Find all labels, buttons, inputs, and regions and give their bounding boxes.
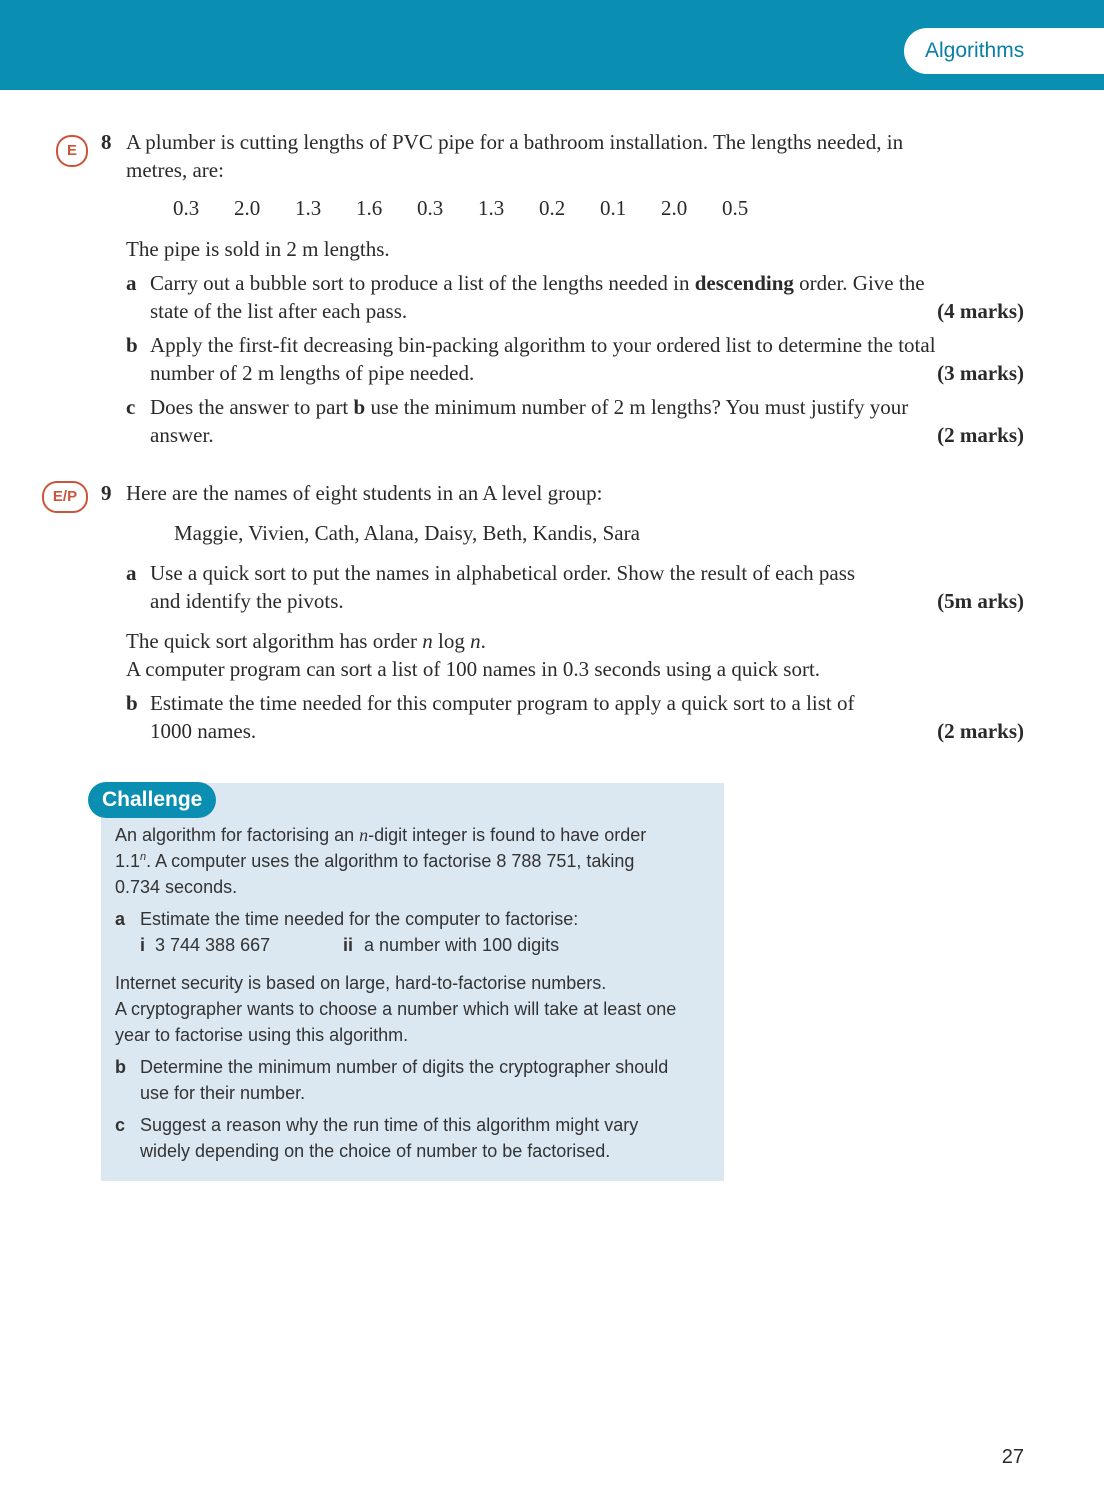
challenge-part-a-i-label: i — [140, 935, 146, 955]
pipe-length: 2.0 — [661, 196, 688, 220]
q8-part-c-line1 — [150, 395, 908, 420]
pipe-length: 0.3 — [173, 196, 200, 220]
challenge-part-b-line2: use for their number. — [140, 1083, 306, 1103]
order-end: . — [480, 629, 486, 653]
challenge-intro-line2 — [115, 851, 634, 872]
challenge-part-a-ii-text: a number with 100 digits — [364, 935, 560, 955]
question-9-number: 9 — [101, 481, 112, 505]
q9-part-a-marks: (5m arks) — [937, 589, 1024, 613]
q8-part-a-marks: (4 marks) — [937, 299, 1024, 323]
challenge-intro-line3: 0.734 seconds. — [115, 877, 238, 897]
exam-badge-ep: E/P — [42, 481, 88, 513]
order-text: The quick sort algorithm has order — [126, 629, 423, 653]
q9-part-b-line1: Estimate the time needed for this computer program to apply a quick sort to a list of — [150, 691, 855, 715]
q9-part-b-line2: 1000 names. — [150, 719, 257, 743]
challenge-part-a-i-text: 3 744 388 667 — [155, 935, 271, 955]
security-line2: A cryptographer wants to choose a number which will take at least one — [115, 999, 677, 1019]
q8-part-c-text: Does the answer to part — [150, 395, 354, 419]
q8-part-a-line2: state of the list after each pass. — [150, 299, 408, 323]
pipe-length: 2.0 — [234, 196, 261, 220]
question-9-intro: Here are the names of eight students in an A level group: — [126, 481, 603, 505]
pipe-length: 1.6 — [356, 196, 383, 220]
q9-part-a-line1: Use a quick sort to put the names in alphabetical order. Show the result of each pass — [150, 561, 856, 585]
n-variable: n — [359, 825, 369, 845]
q8-part-b-letter: b — [126, 333, 138, 357]
chapter-title: Algorithms — [904, 28, 1104, 74]
security-line1: Internet security is based on large, hard-to-factorise numbers. — [115, 973, 607, 993]
intro-text: An algorithm for factorising an — [115, 825, 360, 845]
challenge-part-b-line1: Determine the minimum number of digits the cryptographer should — [140, 1057, 669, 1077]
q8-part-a-line1 — [150, 271, 925, 296]
order-variable: n — [422, 629, 433, 653]
question-8-intro-line2: metres, are: — [126, 158, 224, 182]
q9-part-b-marks: (2 marks) — [937, 719, 1024, 743]
q8-part-a-letter: a — [126, 271, 137, 295]
order-exponent: n — [140, 851, 147, 863]
challenge-part-c-letter: c — [115, 1115, 126, 1135]
pipe-sold-text: The pipe is sold in 2 m lengths. — [126, 237, 390, 261]
q9-part-a-letter: a — [126, 561, 137, 585]
quick-sort-order-text — [126, 629, 486, 654]
q8-part-c-letter: c — [126, 395, 136, 419]
challenge-intro-line1 — [115, 825, 646, 846]
q8-part-a-text-end: order. Give the — [793, 271, 925, 295]
q8-part-c-marks: (2 marks) — [937, 423, 1024, 447]
q8-part-a-text: Carry out a bubble sort to produce a list of the lengths needed in — [150, 271, 695, 295]
challenge-part-a-text: Estimate the time needed for the computer to factorise: — [140, 909, 579, 929]
page-number: 27 — [1001, 1446, 1024, 1468]
order-variable: n — [470, 629, 481, 653]
intro-text-2: . A computer uses the algorithm to factorise 8 788 751, taking — [146, 851, 635, 871]
pipe-length: 1.3 — [478, 196, 505, 220]
pipe-length: 0.2 — [539, 196, 566, 220]
q8-part-b-line1: Apply the first-fit decreasing bin-packing algorithm to your ordered list to determine the total — [150, 333, 936, 357]
challenge-part-a-ii-label: ii — [343, 935, 354, 955]
pipe-lengths-list — [173, 196, 783, 221]
pipe-length: 0.1 — [600, 196, 627, 220]
descending-emphasis: descending — [694, 271, 794, 295]
q9-part-a-line2: and identify the pivots. — [150, 589, 344, 613]
order-log: log — [432, 629, 471, 653]
computer-program-text: A computer program can sort a list of 100 names in 0.3 seconds using a quick sort. — [126, 657, 821, 681]
pipe-length: 0.5 — [722, 196, 749, 220]
challenge-part-a-letter: a — [115, 909, 126, 929]
challenge-part-b-letter: b — [115, 1057, 126, 1077]
question-8-number: 8 — [101, 130, 112, 154]
pipe-length: 1.3 — [295, 196, 322, 220]
q8-part-b-line2: number of 2 m lengths of pipe needed. — [150, 361, 475, 385]
q8-part-c-text-end: use the minimum number of 2 m lengths? You must justify your — [365, 395, 909, 419]
part-reference: b — [353, 395, 366, 419]
challenge-part-c-line1: Suggest a reason why the run time of this algorithm might vary — [140, 1115, 639, 1135]
question-8-intro-line1: A plumber is cutting lengths of PVC pipe for a bathroom installation. The lengths needed, in — [126, 130, 904, 154]
pipe-length: 0.3 — [417, 196, 444, 220]
intro-text-end: -digit integer is found to have order — [368, 825, 647, 845]
q8-part-c-line2: answer. — [150, 423, 214, 447]
student-names: Maggie, Vivien, Cath, Alana, Daisy, Beth, Kandis, Sara — [174, 521, 640, 545]
challenge-title: Challenge — [88, 782, 216, 818]
security-line3: year to factorise using this algorithm. — [115, 1025, 409, 1045]
q8-part-b-marks: (3 marks) — [937, 361, 1024, 385]
q9-part-b-letter: b — [126, 691, 138, 715]
order-base: 1.1 — [115, 851, 141, 871]
challenge-part-c-line2: widely depending on the choice of number to be factorised. — [140, 1141, 611, 1161]
exam-badge-e: E — [56, 135, 88, 167]
